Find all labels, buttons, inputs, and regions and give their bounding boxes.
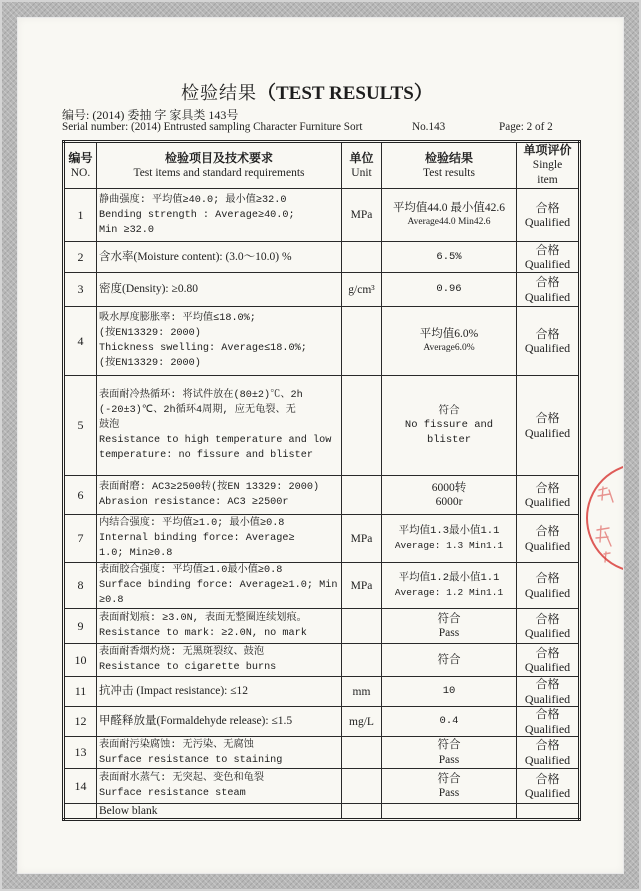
evaluation-line: 合格 <box>535 707 560 721</box>
row-number: 3 <box>77 282 84 296</box>
evaluation-line: Qualified <box>524 215 571 229</box>
header-single-item-en-2: item <box>537 174 558 186</box>
test-item-cell <box>97 376 342 476</box>
test-item-line: Resistance to cigarette burns <box>99 662 277 673</box>
test-result-cell <box>382 677 517 707</box>
test-result-line: 符合 <box>438 404 460 417</box>
title-en: （TEST RESULTS） <box>257 83 433 104</box>
evaluation-cell <box>517 769 580 804</box>
unit-value: mm <box>352 685 371 698</box>
table-row <box>64 563 580 609</box>
header-single-item-cn: 单项评价 <box>523 143 572 157</box>
unit-value: MPa <box>350 579 373 592</box>
evaluation-line: 合格 <box>535 326 560 341</box>
unit-cell <box>342 644 382 677</box>
row-number-cell <box>64 563 97 609</box>
test-item-line: Bending strength : Average≥40.0; <box>99 209 295 221</box>
evaluation-cell <box>517 563 580 609</box>
row-number: 9 <box>77 618 84 633</box>
test-result-cell <box>382 644 517 677</box>
test-result-line: 平均值44.0 最小值42.6 <box>392 201 506 214</box>
row-number: 2 <box>77 249 84 264</box>
evaluation-line: Qualified <box>524 721 571 736</box>
evaluation-cell <box>517 476 580 515</box>
test-result-line: No fissure and <box>404 419 494 432</box>
unit-cell <box>342 189 382 242</box>
table-row <box>64 609 580 644</box>
test-item-cell <box>97 189 342 242</box>
test-result-line: 6000转 <box>431 481 467 494</box>
test-result-cell <box>382 273 517 307</box>
test-result-line: 符合 <box>437 739 461 751</box>
evaluation-cell <box>517 737 580 769</box>
row-number: 11 <box>74 684 87 698</box>
test-item-line: 抗冲击 (Impact resistance): ≤12 <box>99 685 249 697</box>
evaluation-line: 合格 <box>535 242 560 257</box>
test-result-line: Average44.0 Min42.6 <box>407 217 491 227</box>
test-result-line: Pass <box>438 753 460 766</box>
test-item-line: Resistance to mark: ≥2.0N, no mark <box>99 628 307 639</box>
table-row <box>64 476 580 515</box>
table-row <box>64 707 580 737</box>
test-result-line: 0.96 <box>436 283 462 296</box>
test-result-line: Average: 1.3 Min1.1 <box>394 539 504 551</box>
test-result-line: 6000r <box>435 496 463 508</box>
row-number-cell <box>64 189 97 242</box>
test-item-line: Surface binding force: Average≥1.0; Min <box>99 580 338 591</box>
test-item-cell <box>97 737 342 769</box>
test-item-line: 表面耐磨: AC3≥2500转(按EN 13329: 2000) <box>99 482 320 493</box>
test-item-line: (-20±3)℃、2h循环4周期, 应无龟裂、无 <box>99 405 296 416</box>
row-number: 12 <box>74 714 87 728</box>
test-result-line: 符合 <box>437 653 461 666</box>
test-item-line: 静曲强度: 平均值≥40.0; 最小值≥32.0 <box>99 194 287 206</box>
test-result-line: Pass <box>438 787 460 799</box>
test-result-line: 6.5% <box>436 250 462 263</box>
table-row <box>64 737 580 769</box>
row-number-cell <box>64 376 97 476</box>
row-number: 4 <box>77 333 84 348</box>
test-item-line: Internal binding force: Average≥ <box>99 533 295 544</box>
test-item-line: 表面耐污染腐蚀: 无污染、无腐蚀 <box>99 739 254 751</box>
evaluation-line: 合格 <box>535 571 560 585</box>
test-item-cell <box>97 769 342 804</box>
header-no-cn: 编号 <box>68 150 93 165</box>
test-result-line: 符合 <box>437 772 461 785</box>
footer-row <box>64 804 580 820</box>
test-item-cell <box>97 515 342 563</box>
row-number-cell <box>64 737 97 769</box>
unit-cell <box>342 376 382 476</box>
row-number: 1 <box>77 207 84 222</box>
evaluation-cell <box>517 376 580 476</box>
test-item-line: 内结合强度: 平均值≥1.0; 最小值≥0.8 <box>99 518 285 529</box>
evaluation-line: 合格 <box>535 677 560 691</box>
evaluation-cell <box>517 273 580 307</box>
test-item-cell <box>97 273 342 307</box>
row-number-cell <box>64 677 97 707</box>
evaluation-line: Qualified <box>524 752 571 767</box>
row-number-cell <box>64 609 97 644</box>
footer-empty-cell <box>517 804 580 820</box>
evaluation-line: 合格 <box>535 200 560 215</box>
row-number: 14 <box>74 778 87 793</box>
test-result-line: 平均值1.3最小值1.1 <box>398 525 500 537</box>
test-result-cell <box>382 609 517 644</box>
test-item-line: 含水率(Moisture content): (3.0～10.0) % <box>99 250 292 263</box>
test-item-line: 吸水厚度膨胀率: 平均值≤18.0%; <box>99 313 256 324</box>
below-blank-note: Below blank <box>97 804 342 820</box>
test-item-line: Min ≥32.0 <box>99 224 155 236</box>
test-item-line: 表面耐冷热循环: 将试件放在(80±2)℃、2h <box>99 390 303 401</box>
row-number: 8 <box>77 578 84 592</box>
test-result-cell <box>382 376 517 476</box>
row-number-cell <box>64 769 97 804</box>
evaluation-cell <box>517 189 580 242</box>
row-number: 10 <box>74 652 87 667</box>
test-item-line: Surface resistance steam <box>99 788 246 799</box>
evaluation-line: 合格 <box>535 411 560 425</box>
evaluation-line: 合格 <box>535 738 560 752</box>
test-item-line: Abrasion resistance: AC3 ≥2500r <box>99 497 289 508</box>
table-row <box>64 515 580 563</box>
footer-empty-cell <box>382 804 517 820</box>
evaluation-cell <box>517 242 580 273</box>
test-item-cell <box>97 644 342 677</box>
document-page <box>18 18 623 873</box>
evaluation-line: Qualified <box>524 495 571 509</box>
test-item-cell <box>97 307 342 376</box>
test-item-line: 1.0; Min≥0.8 <box>99 548 173 559</box>
row-number: 13 <box>74 745 87 759</box>
evaluation-cell <box>517 644 580 677</box>
evaluation-line: 合格 <box>535 480 560 495</box>
table-row <box>64 307 580 376</box>
table-row <box>64 242 580 273</box>
table-row <box>64 769 580 804</box>
unit-value: g/cm³ <box>348 283 375 296</box>
table-row <box>64 677 580 707</box>
test-item-line: ≥0.8 <box>99 595 124 606</box>
row-number: 7 <box>77 531 84 545</box>
test-item-cell <box>97 563 342 609</box>
test-item-line: Resistance to high temperature and low <box>99 435 332 446</box>
evaluation-line: Qualified <box>524 425 571 440</box>
table-header-row <box>64 142 580 189</box>
evaluation-line: 合格 <box>535 275 560 289</box>
title-cn: 检验结果 <box>181 83 257 103</box>
header-test-items-en: Test items and standard requirements <box>133 166 305 179</box>
test-result-line: 平均值6.0% <box>419 327 479 340</box>
unit-cell <box>342 609 382 644</box>
test-result-line: 0.4 <box>439 715 459 728</box>
evaluation-line: Qualified <box>524 341 571 355</box>
test-result-line: 平均值1.2最小值1.1 <box>398 572 500 584</box>
test-item-cell <box>97 609 342 644</box>
test-item-line: 表面耐水蒸气: 无突起、变色和龟裂 <box>99 773 265 784</box>
row-number-cell <box>64 707 97 737</box>
evaluation-line: Qualified <box>524 257 571 271</box>
unit-cell <box>342 769 382 804</box>
test-item-line: Thickness swelling: Average≤18.0%; <box>99 343 307 354</box>
row-number: 6 <box>77 487 84 502</box>
test-item-cell <box>97 707 342 737</box>
test-item-line: 表面耐香烟灼烧: 无黑斑裂纹、鼓泡 <box>99 647 265 658</box>
header-test-items-cn: 检验项目及技术要求 <box>164 150 273 165</box>
evaluation-line: 合格 <box>535 524 560 538</box>
row-number-cell <box>64 273 97 307</box>
test-result-cell <box>382 515 517 563</box>
unit-cell <box>342 273 382 307</box>
red-seal-stamp <box>583 460 623 580</box>
evaluation-line: 合格 <box>535 771 560 786</box>
header-unit <box>342 142 382 189</box>
unit-cell <box>342 563 382 609</box>
evaluation-line: 合格 <box>535 611 560 626</box>
test-result-line: 符合 <box>437 612 461 625</box>
test-item-line: 表面胶合强度: 平均值≥1.0最小值≥0.8 <box>99 565 283 576</box>
table-body <box>64 189 580 804</box>
table-row <box>64 189 580 242</box>
test-result-cell <box>382 307 517 376</box>
table-row <box>64 644 580 677</box>
header-test-results-cn: 检验结果 <box>424 150 473 165</box>
footer-empty-cell <box>64 804 97 820</box>
test-item-cell <box>97 476 342 515</box>
test-result-line: Average: 1.2 Min1.1 <box>394 586 504 598</box>
unit-cell <box>342 707 382 737</box>
evaluation-line: Qualified <box>524 786 571 800</box>
evaluation-cell <box>517 707 580 737</box>
footer-empty-cell <box>342 804 382 820</box>
test-result-cell <box>382 242 517 273</box>
header-test-results-en: Test results <box>423 166 475 179</box>
test-item-line: Surface resistance to staining <box>99 754 283 766</box>
evaluation-line: Qualified <box>524 585 571 600</box>
test-result-cell <box>382 189 517 242</box>
unit-cell <box>342 242 382 273</box>
row-number-cell <box>64 307 97 376</box>
test-result-line: Pass <box>438 627 460 639</box>
unit-cell <box>342 677 382 707</box>
unit-cell <box>342 737 382 769</box>
test-result-cell <box>382 563 517 609</box>
document-title <box>181 78 433 105</box>
row-number-cell <box>64 242 97 273</box>
test-item-line: 密度(Density): ≥0.80 <box>99 283 198 295</box>
serial-number-en: Serial number: (2014) Entrusted sampling Character Furniture Sort <box>62 121 363 133</box>
evaluation-cell <box>517 307 580 376</box>
table-row <box>64 273 580 307</box>
evaluation-line: Qualified <box>524 289 571 304</box>
header-unit-cn: 单位 <box>349 150 374 165</box>
header-single-item-en-1: Single <box>532 159 563 171</box>
header-single-item <box>517 142 580 189</box>
header-unit-en: Unit <box>351 166 372 179</box>
evaluation-line: 合格 <box>535 645 560 660</box>
test-item-line: 表面耐划痕: ≥3.0N, 表面无整圈连续划痕。 <box>99 613 307 624</box>
evaluation-line: Qualified <box>524 660 571 674</box>
unit-value: MPa <box>350 209 373 221</box>
row-number-cell <box>64 476 97 515</box>
evaluation-cell <box>517 515 580 563</box>
unit-value: mg/L <box>349 715 374 728</box>
evaluation-cell <box>517 677 580 707</box>
header-test-results <box>382 142 517 189</box>
test-results-table <box>62 140 581 821</box>
test-item-line: (按EN13329: 2000) <box>99 358 201 369</box>
unit-cell <box>342 307 382 376</box>
page-number: Page: 2 of 2 <box>499 121 553 133</box>
test-item-line: (按EN13329: 2000) <box>99 328 201 339</box>
test-item-line: 鼓泡 <box>99 420 120 431</box>
evaluation-line: Qualified <box>524 626 571 640</box>
table-row <box>64 376 580 476</box>
serial-line <box>62 121 578 135</box>
header-test-items <box>97 142 342 189</box>
row-number: 5 <box>77 418 84 432</box>
test-result-cell <box>382 737 517 769</box>
row-number-cell <box>64 515 97 563</box>
unit-value: MPa <box>350 532 373 545</box>
test-result-cell <box>382 769 517 804</box>
test-result-cell <box>382 476 517 515</box>
row-number-cell <box>64 644 97 677</box>
evaluation-line: Qualified <box>524 538 571 553</box>
unit-cell <box>342 476 382 515</box>
header-no <box>64 142 97 189</box>
test-item-line: 甲醛释放量(Formaldehyde release): ≤1.5 <box>99 715 293 727</box>
test-item-cell <box>97 242 342 273</box>
header-no-en: NO. <box>70 166 91 179</box>
evaluation-cell <box>517 609 580 644</box>
evaluation-line: Qualified <box>524 691 571 706</box>
test-item-line: temperature: no fissure and blister <box>99 450 313 461</box>
test-item-cell <box>97 677 342 707</box>
unit-cell <box>342 515 382 563</box>
test-result-line: Average6.0% <box>423 343 475 353</box>
test-result-line: blister <box>426 433 472 446</box>
test-result-line: 10 <box>442 685 456 698</box>
serial-number-cn: 编号: (2014) 委抽 字 家具类 143号 <box>62 108 239 122</box>
serial-no: No.143 <box>412 121 446 133</box>
test-result-cell <box>382 707 517 737</box>
